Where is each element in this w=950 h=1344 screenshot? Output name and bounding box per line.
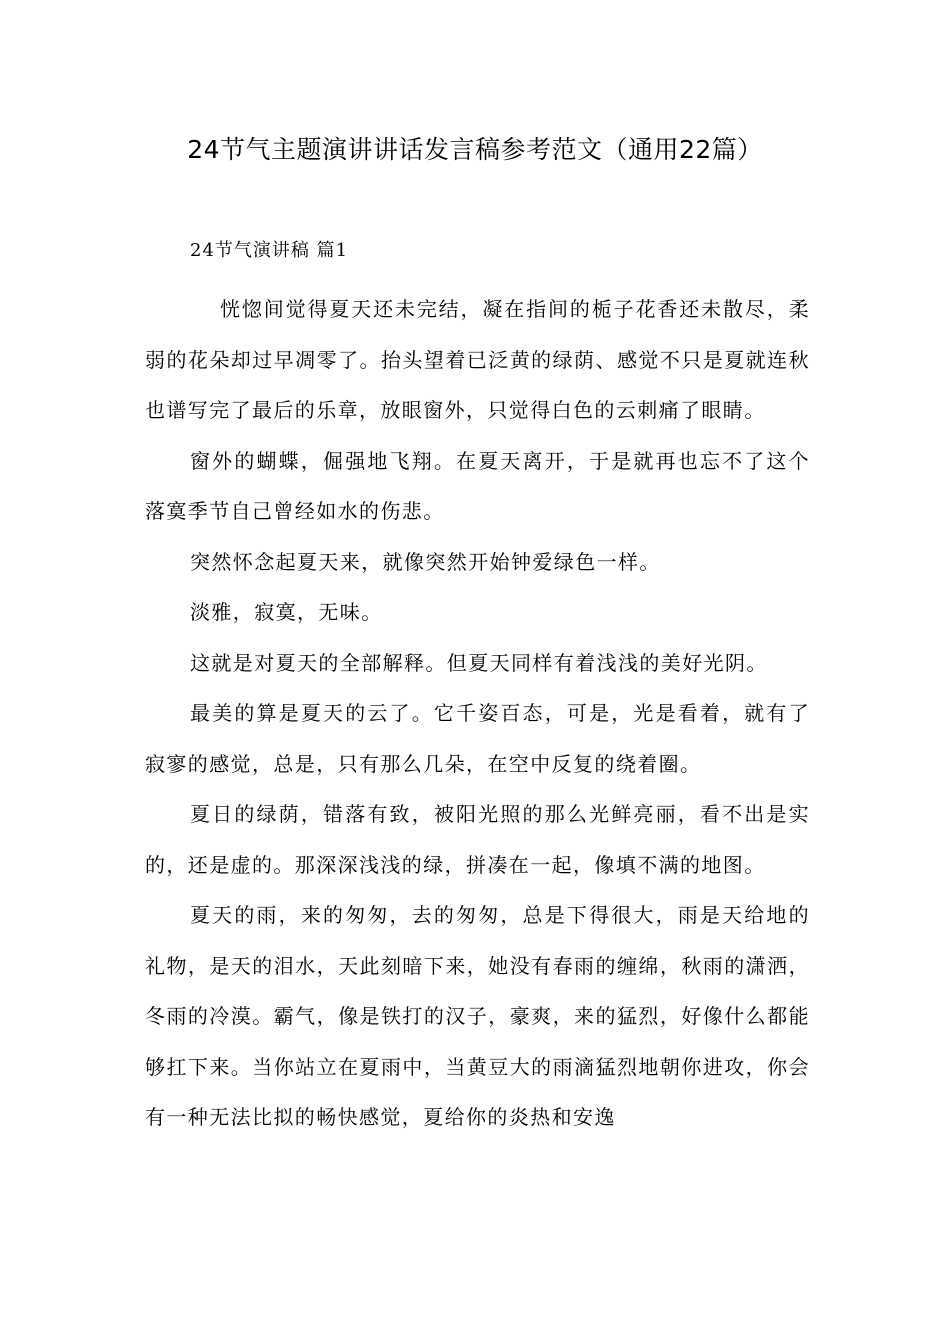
paragraph-2: 窗外的蝴蝶，倔强地飞翔。在夏天离开，于是就再也忘不了这个落寞季节自己曾经如水的伤悲。 <box>145 448 810 523</box>
paragraph-3: 突然怀念起夏天来，就像突然开始钟爱绿色一样。 <box>190 549 661 574</box>
paragraph-8: 夏天的雨，来的匆匆，去的匆匆，总是下得很大，雨是天给地的礼物，是天的泪水，天此刻暗下来，她没有春雨的缠绵，秋雨的潇洒，冬雨的冷漠。霸气，像是铁打的汉子，豪爽，来的猛烈，好像什么都能够扛下来。当你站立在夏雨中，当黄豆大的雨滴猛烈地朝你进攻，你会有一种无法比拟的畅快感觉，夏给你的炎热和安逸 <box>145 903 810 1129</box>
body-text <box>145 284 810 1143</box>
paragraph-1: 恍惚间觉得夏天还未完结，凝在指间的栀子花香还未散尽，柔弱的花朵却过早凋零了。抬头望着已泛黄的绿荫、感觉不只是夏就连秋也谱写完了最后的乐章，放眼窗外，只觉得白色的云刺痛了眼睛。 <box>145 297 810 422</box>
paragraph-7: 夏日的绿荫，错落有致，被阳光照的那么光鲜亮丽，看不出是实的，还是虚的。那深深浅浅的绿，拼凑在一起，像填不满的地图。 <box>145 802 810 877</box>
paragraph-4: 淡雅，寂寞，无味。 <box>190 600 383 624</box>
document-title: 24节气主题演讲讲话发言稿参考范文（通用22篇） <box>187 135 763 164</box>
paragraph-5: 这就是对夏天的全部解释。但夏天同样有着浅浅的美好光阴。 <box>190 650 768 675</box>
section-heading: 24节气演讲稿 篇1 <box>190 240 349 261</box>
paragraph-6: 最美的算是夏天的云了。它千姿百态，可是，光是看着，就有了寂寥的感觉，总是，只有那么几朵，在空中反复的绕着圈。 <box>145 701 810 776</box>
